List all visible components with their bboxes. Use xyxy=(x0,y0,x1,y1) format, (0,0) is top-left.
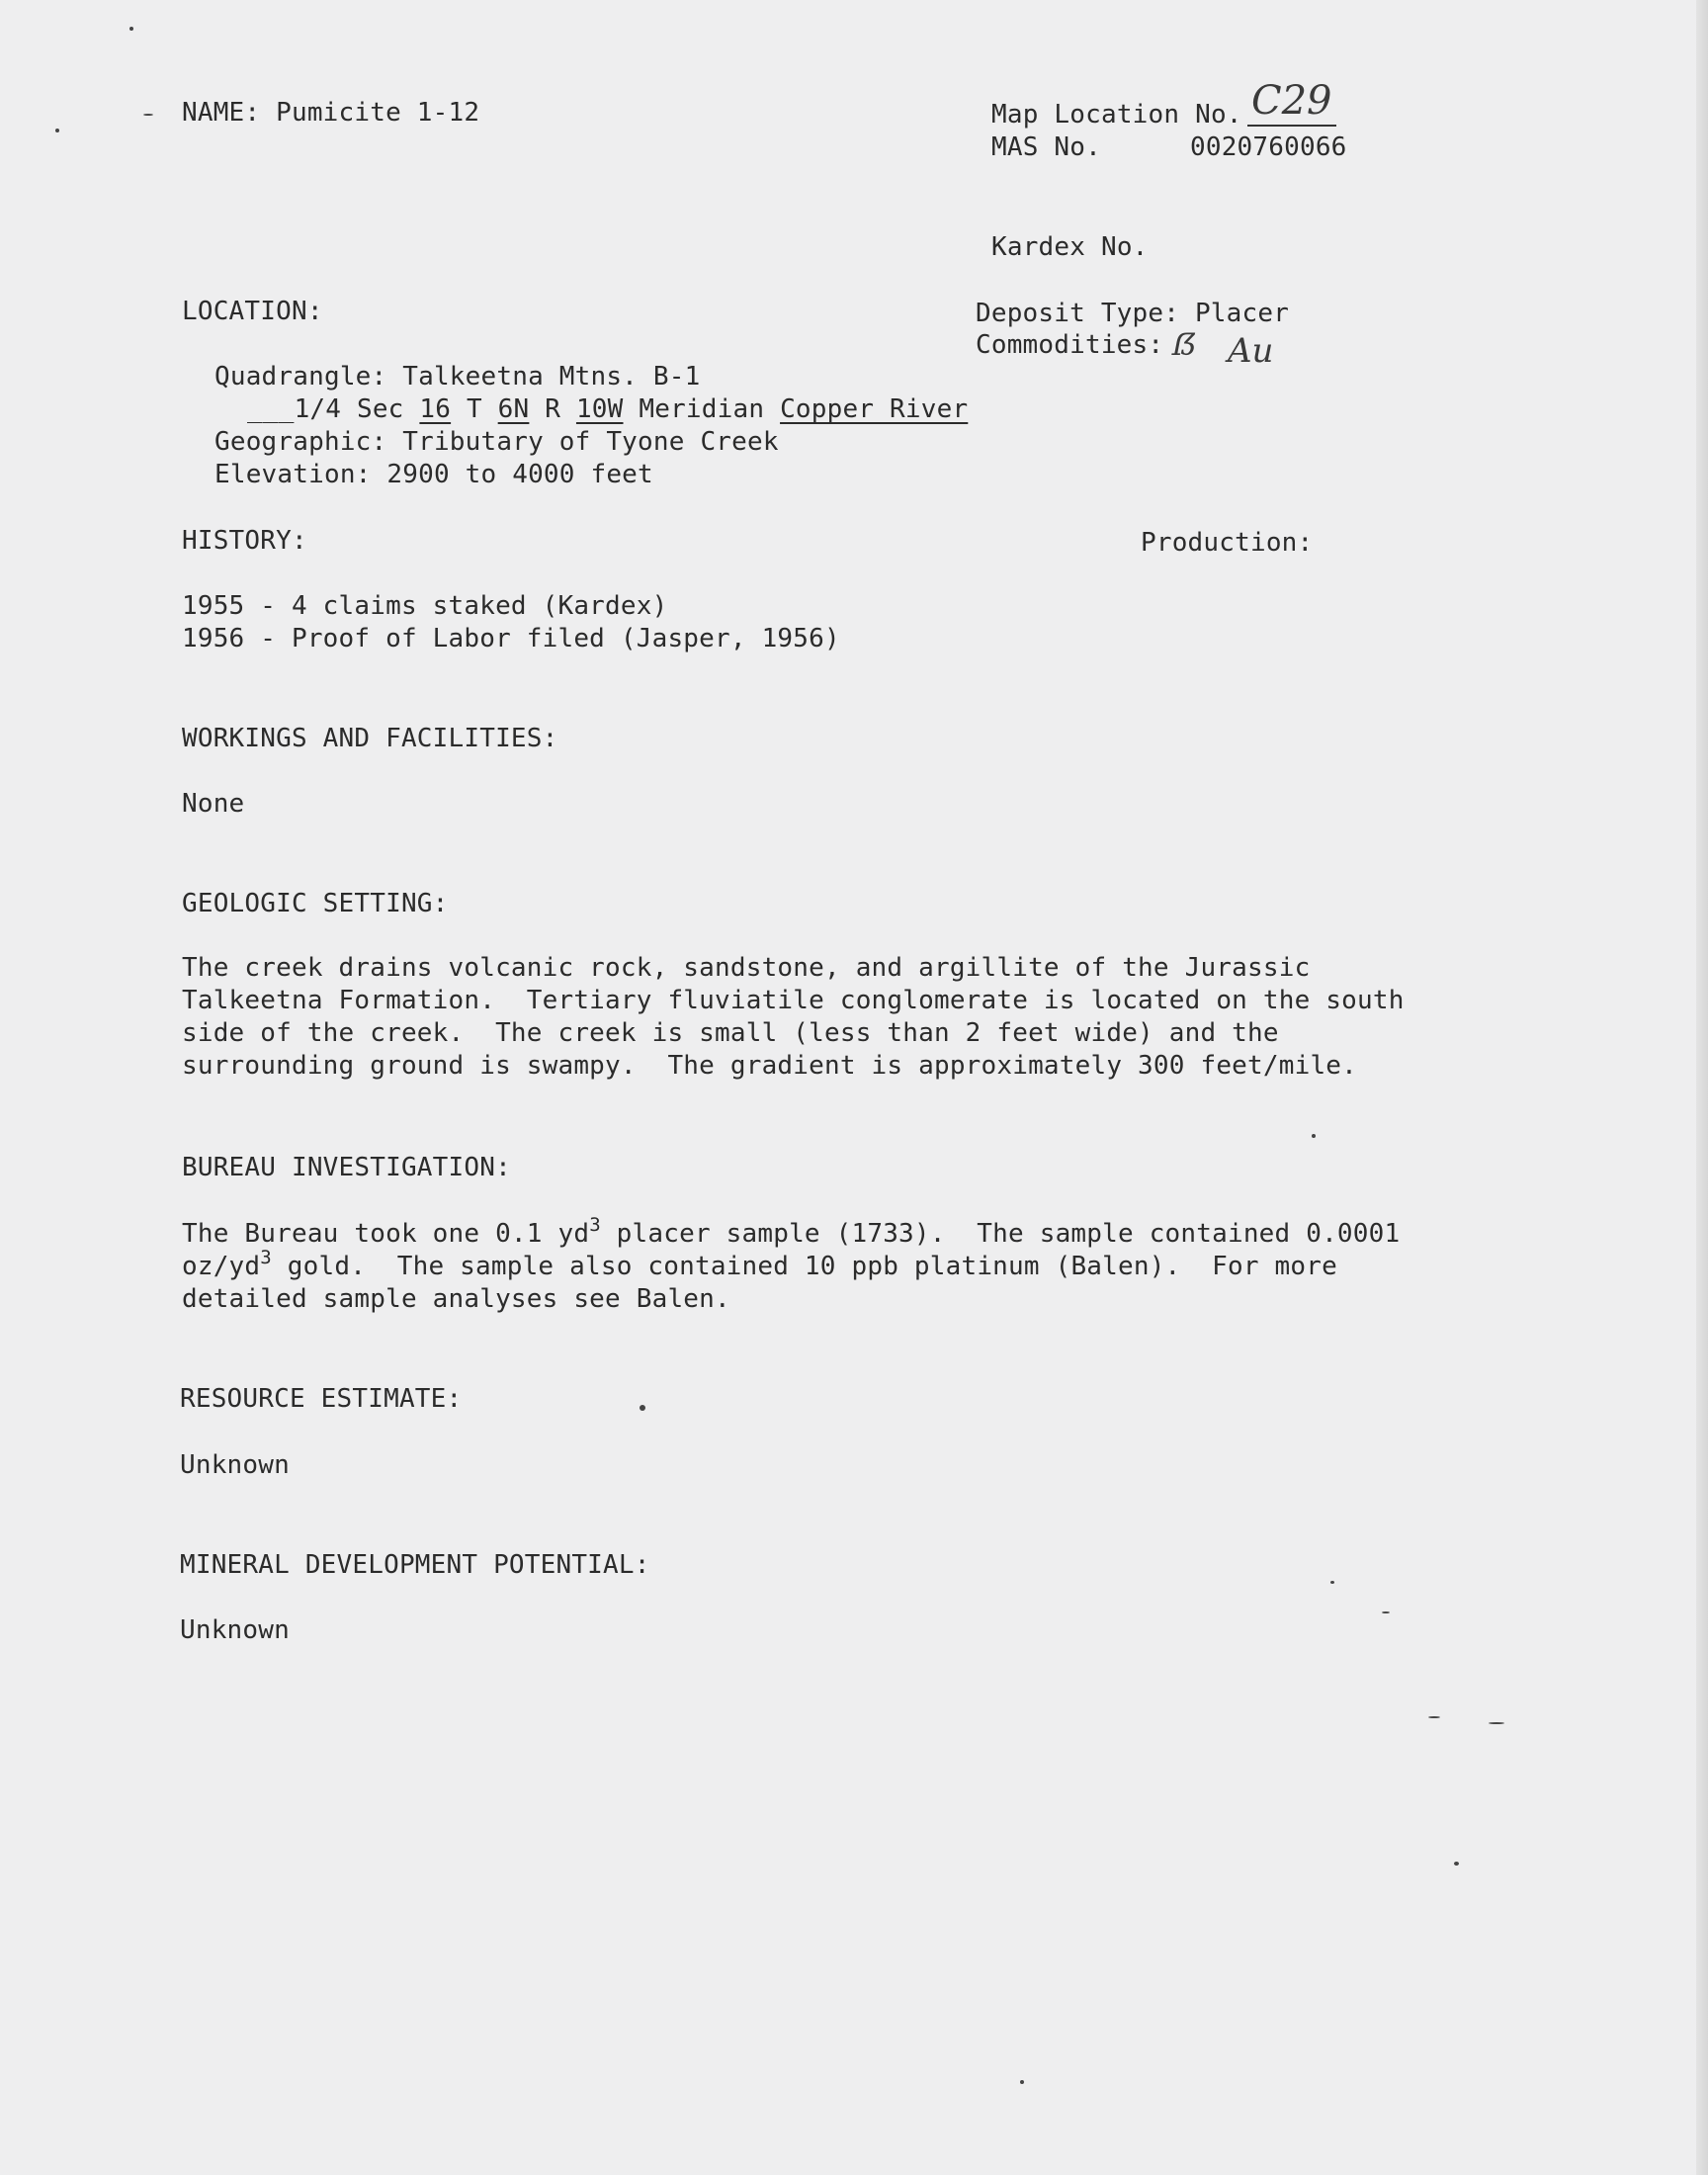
kardex-label: Kardex No. xyxy=(991,232,1149,262)
deposit-type: Deposit Type: Placer xyxy=(976,299,1290,328)
geographic: Geographic: Tributary of Tyone Creek xyxy=(214,427,779,457)
quarter-blank: ___ xyxy=(247,394,295,424)
map-location-label: Map Location No. xyxy=(991,100,1242,130)
bureau-line-2 xyxy=(182,1247,1337,1283)
bureau-line-3: detailed sample analyses see Balen. xyxy=(182,1284,730,1314)
mineral-heading: MINERAL DEVELOPMENT POTENTIAL: xyxy=(180,1550,650,1580)
legal-description xyxy=(247,393,968,426)
location-heading: LOCATION: xyxy=(182,297,323,326)
geologic-line: surrounding ground is swampy. The gradient is approximately 300 feet/mile. xyxy=(182,1051,1357,1081)
commodities-handwritten: Au xyxy=(1228,331,1274,371)
geologic-line: side of the creek. The creek is small (less than 2 feet wide) and the xyxy=(182,1018,1279,1048)
scan-speck xyxy=(1382,1611,1390,1613)
bureau-text: gold. The sample also contained 10 ppb platinum (Balen). For more xyxy=(271,1252,1337,1281)
bureau-text: placer sample (1733). The sample contained 0.0001 xyxy=(600,1219,1401,1249)
resource-text: Unknown xyxy=(180,1450,290,1480)
bureau-text: The Bureau took one 0.1 yd xyxy=(182,1219,590,1249)
bureau-line-1 xyxy=(182,1214,1401,1251)
page-edge xyxy=(1696,0,1708,2175)
elevation: Elevation: 2900 to 4000 feet xyxy=(214,460,653,489)
record-name: NAME: Pumicite 1-12 xyxy=(182,98,480,128)
scan-speck xyxy=(1428,1716,1440,1718)
workings-heading: WORKINGS AND FACILITIES: xyxy=(182,724,558,753)
bureau-text: oz/yd xyxy=(182,1252,261,1281)
mas-label: MAS No. xyxy=(991,132,1101,162)
superscript: 3 xyxy=(260,1247,272,1268)
scan-speck xyxy=(1454,1862,1459,1866)
quarter-suffix: 1/4 Sec xyxy=(294,394,420,424)
range-label: R xyxy=(529,394,576,424)
history-entry: 1956 - Proof of Labor filed (Jasper, 1956) xyxy=(182,624,840,653)
mineral-text: Unknown xyxy=(180,1615,290,1645)
production-label: Production: xyxy=(1141,528,1314,558)
history-heading: HISTORY: xyxy=(182,526,307,556)
meridian-label: Meridian xyxy=(623,394,781,424)
history-entry: 1955 - 4 claims staked (Kardex) xyxy=(182,591,668,621)
bureau-heading: BUREAU INVESTIGATION: xyxy=(182,1153,511,1182)
scan-speck xyxy=(1330,1581,1334,1584)
section-number: 16 xyxy=(419,394,452,424)
commodities-label: Commodities: xyxy=(976,330,1164,360)
scan-speck xyxy=(55,129,59,132)
superscript: 3 xyxy=(589,1214,601,1236)
geologic-heading: GEOLOGIC SETTING: xyxy=(182,889,449,918)
scan-speck xyxy=(1020,2080,1024,2084)
township-label: T xyxy=(451,394,498,424)
mas-number: 0020760066 xyxy=(1190,132,1347,162)
township-value: 6N xyxy=(497,394,530,424)
workings-text: None xyxy=(182,789,245,819)
scan-speck xyxy=(640,1405,645,1411)
quadrangle: Quadrangle: Talkeetna Mtns. B-1 xyxy=(214,362,701,392)
meridian-value: Copper River xyxy=(780,394,969,424)
geologic-line: The creek drains volcanic rock, sandstone, and argillite of the Jurassic xyxy=(182,953,1311,983)
scan-speck xyxy=(1489,1722,1504,1724)
scan-speck xyxy=(143,114,153,116)
geologic-line: Talkeetna Formation. Tertiary fluviatile conglomerate is located on the south xyxy=(182,986,1405,1015)
scan-speck xyxy=(1312,1134,1316,1138)
commodities-scribble: ẞ xyxy=(1172,328,1197,363)
scan-speck xyxy=(129,27,133,31)
range-value: 10W xyxy=(575,394,624,424)
map-location-handwritten: C29 xyxy=(1247,77,1336,127)
resource-heading: RESOURCE ESTIMATE: xyxy=(180,1384,463,1414)
